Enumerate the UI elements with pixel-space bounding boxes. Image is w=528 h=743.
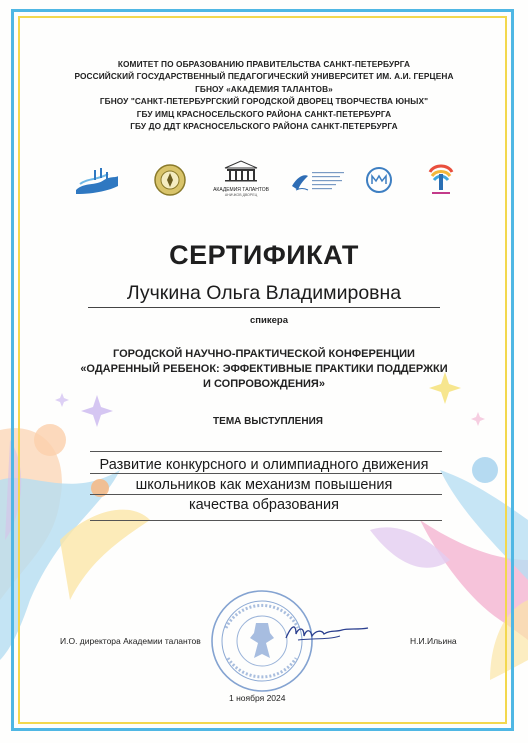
- organizations-header: [0, 58, 528, 132]
- issue-date: 1 ноября 2024: [229, 693, 286, 703]
- academy-logo-subtext: АНИЧКОВ ДВОРЕЦ: [224, 193, 258, 197]
- topic-text-line: качества образования: [189, 497, 339, 513]
- imc-logo: [364, 164, 394, 196]
- header-line: ГБУ ИМЦ КРАСНОСЕЛЬСКОГО РАЙОНА САНКТ-ПЕТЕРБУРГА: [136, 108, 392, 119]
- name-underline: [88, 307, 440, 308]
- topic-text-line: школьников как механизм повышения: [135, 477, 393, 493]
- signatory-name: Н.И.Ильина: [410, 636, 457, 646]
- city-waves-logo: [74, 164, 120, 198]
- topic-label: ТЕМА ВЫСТУПЛЕНИЯ: [213, 416, 323, 427]
- conference-line: ГОРОДСКОЙ НАУЧНО-ПРАКТИЧЕСКОЙ КОНФЕРЕНЦИИ: [113, 348, 415, 360]
- partner-logos: [0, 158, 528, 204]
- handwritten-signature: [282, 618, 372, 648]
- building-icon: [221, 160, 261, 182]
- academy-building-logo: [210, 160, 272, 198]
- signatory-position: И.О. директора Академии талантов: [60, 636, 201, 646]
- header-line: ГБУ ДО ДДТ КРАСНОСЕЛЬСКОГО РАЙОНА САНКТ-ПЕТЕРБУРГА: [130, 121, 398, 132]
- certificate-title: СЕРТИФИКАТ: [169, 240, 359, 270]
- university-emblem-logo: [153, 160, 187, 200]
- header-line: КОМИТЕТ ПО ОБРАЗОВАНИЮ ПРАВИТЕЛЬСТВА САНКТ-ПЕТЕРБУРГА: [117, 59, 411, 69]
- ddt-logo: [426, 162, 456, 200]
- header-line: ГБНОУ "САНКТ-ПЕТЕРБУРГСКИЙ ГОРОДСКОЙ ДВОРЕЦ ТВОРЧЕСТВА ЮНЫХ": [99, 96, 429, 107]
- topic-line-1: [90, 451, 442, 452]
- topic-line-4: [90, 520, 442, 521]
- topic-text-line: Развитие конкурсного и олимпиадного движения: [99, 457, 429, 473]
- speech-topic: [0, 455, 528, 515]
- conference-title: [0, 347, 528, 392]
- palace-bird-logo: [290, 166, 348, 196]
- header-line: РОССИЙСКИЙ ГОСУДАРСТВЕННЫЙ ПЕДАГОГИЧЕСКИЙ УНИВЕРСИТЕТ ИМ. А.И. ГЕРЦЕНА: [74, 71, 454, 82]
- recipient-name: Лучкина Ольга Владимировна: [126, 282, 402, 304]
- academy-logo-text: АКАДЕМИЯ ТАЛАНТОВ: [213, 187, 269, 193]
- conference-line: И СОПРОВОЖДЕНИЯ»: [203, 378, 325, 390]
- recipient-role: спикера: [250, 315, 288, 326]
- conference-line: «ОДАРЕННЫЙ РЕБЕНОК: ЭФФЕКТИВНЫЕ ПРАКТИКИ ПОДДЕРЖКИ: [80, 363, 448, 375]
- header-line: ГБНОУ «АКАДЕМИЯ ТАЛАНТОВ»: [195, 83, 333, 94]
